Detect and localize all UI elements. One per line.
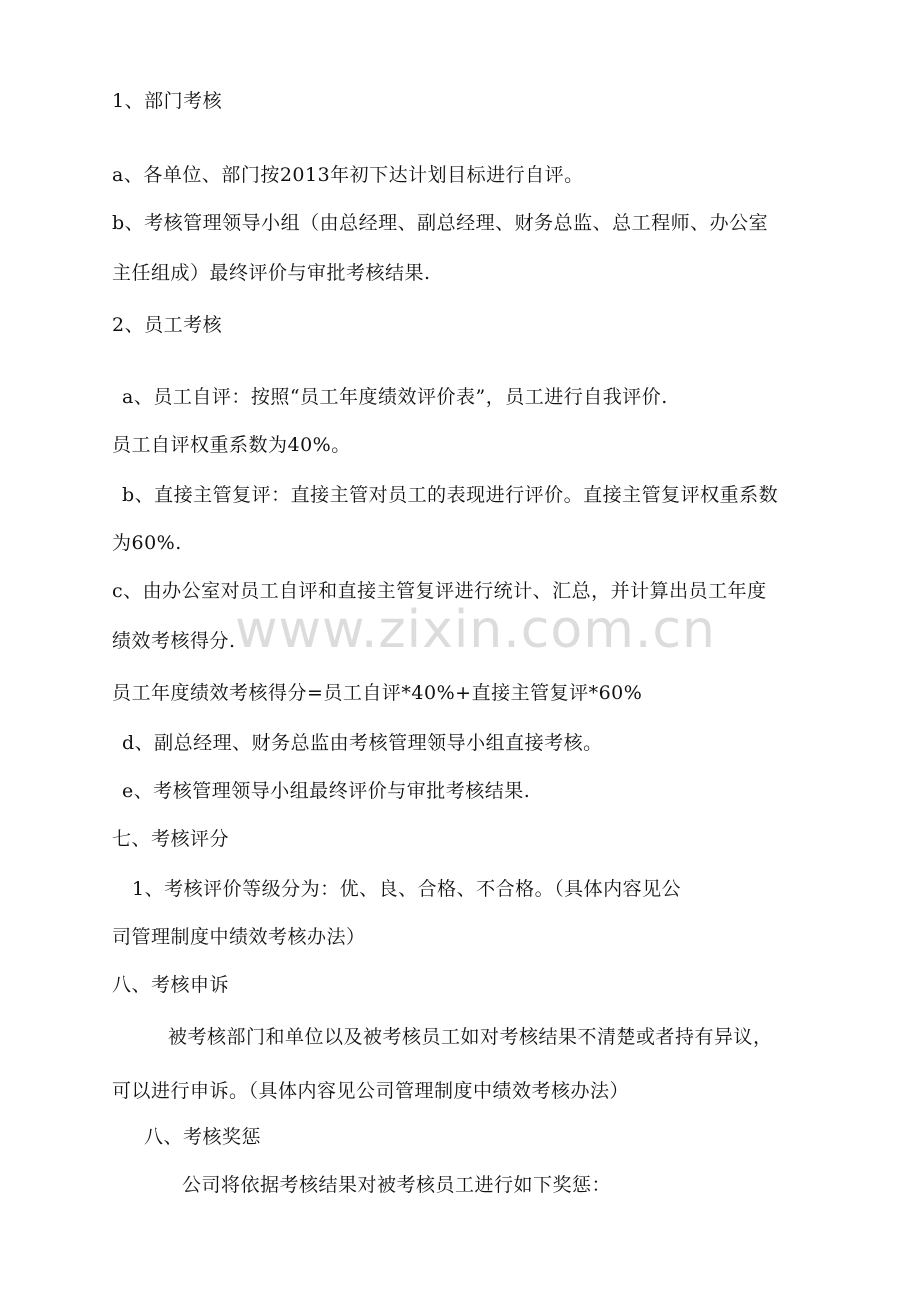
paragraph-line: e、考核管理领导小组最终评价与审批考核结果. <box>122 780 531 802</box>
paragraph-line: 司管理制度中绩效考核办法） <box>112 926 366 948</box>
paragraph-line: 1、考核评价等级分为：优、良、合格、不合格。（具体内容见公 <box>132 878 682 900</box>
heading-scoring: 七、考核评分 <box>112 828 230 850</box>
paragraph-line: 公司将依据考核结果对被考核员工进行如下奖惩： <box>182 1174 612 1196</box>
formula-line: 员工年度绩效考核得分=员工自评*40%+直接主管复评*60% <box>112 682 643 704</box>
paragraph-line: 可以进行申诉。（具体内容见公司管理制度中绩效考核办法） <box>112 1080 630 1102</box>
heading-staff-assessment: 2、员工考核 <box>112 314 223 336</box>
paragraph-line: a、员工自评：按照“员工年度绩效评价表”，员工进行自我评价. <box>122 386 668 408</box>
paragraph-line: a、各单位、部门按2013年初下达计划目标进行自评。 <box>112 164 584 186</box>
heading-appeal: 八、考核申诉 <box>112 974 230 996</box>
paragraph-line: 为60%. <box>112 532 182 554</box>
watermark: www.zixin.com.cn <box>235 600 716 660</box>
paragraph-line: d、副总经理、财务总监由考核管理领导小组直接考核。 <box>122 732 603 754</box>
paragraph-line: 被考核部门和单位以及被考核员工如对考核结果不清楚或者持有异议， <box>168 1026 773 1048</box>
heading-dept-assessment: 1、部门考核 <box>112 90 223 112</box>
heading-rewards: 八、考核奖惩 <box>144 1126 262 1148</box>
paragraph-line: b、考核管理领导小组（由总经理、副总经理、财务总监、总工程师、办公室 <box>112 212 769 234</box>
paragraph-line: 员工自评权重系数为40%。 <box>112 434 351 456</box>
paragraph-line: 绩效考核得分. <box>112 630 236 652</box>
paragraph-line: 主任组成）最终评价与审批考核结果. <box>112 262 431 284</box>
paragraph-line: c、由办公室对员工自评和直接主管复评进行统计、汇总，并计算出员工年度 <box>112 580 767 602</box>
paragraph-line: b、直接主管复评：直接主管对员工的表现进行评价。直接主管复评权重系数 <box>122 484 779 506</box>
